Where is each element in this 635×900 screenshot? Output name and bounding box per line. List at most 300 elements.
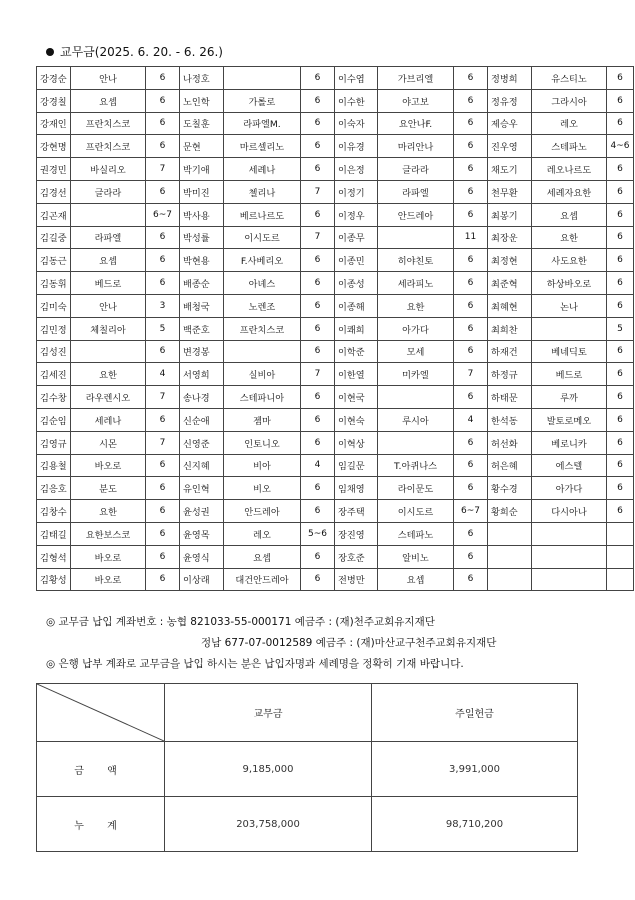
member-name: 김곤재 — [37, 203, 71, 226]
member-months: 6 — [301, 568, 335, 591]
member-baptismal-name: 인토니오 — [224, 431, 301, 454]
member-name: 배종순 — [180, 272, 224, 295]
member-baptismal-name: 사도요한 — [532, 249, 607, 272]
member-baptismal-name: 바실리오 — [71, 158, 146, 181]
member-months: 7 — [146, 386, 180, 409]
member-baptismal-name: 히야친토 — [378, 249, 454, 272]
member-months: 7 — [146, 158, 180, 181]
member-months: 6 — [301, 249, 335, 272]
member-name: 백준호 — [180, 317, 224, 340]
member-name: 이한열 — [335, 363, 378, 386]
member-baptismal-name: 레오나르도 — [532, 158, 607, 181]
member-name: 강경순 — [37, 67, 71, 90]
member-baptismal-name: 스테파노 — [378, 522, 454, 545]
member-name: 이종무 — [335, 226, 378, 249]
member-name: 박사용 — [180, 203, 224, 226]
member-baptismal-name: 베로니카 — [532, 431, 607, 454]
member-months: 6 — [607, 477, 634, 500]
member-baptismal-name: 라이문도 — [378, 477, 454, 500]
member-name: 장주택 — [335, 500, 378, 523]
member-months: 6~7 — [146, 203, 180, 226]
member-months: 6 — [454, 386, 488, 409]
member-months: 6 — [454, 180, 488, 203]
member-months: 6 — [607, 272, 634, 295]
roster-row — [37, 522, 634, 545]
member-months: 4 — [146, 363, 180, 386]
header-offering-dues: 교무금 — [165, 684, 372, 742]
member-baptismal-name: 프란치스코 — [71, 135, 146, 158]
member-name: 박현용 — [180, 249, 224, 272]
diagonal-header-cell — [37, 684, 165, 742]
member-months: 6 — [454, 340, 488, 363]
member-name: 강현명 — [37, 135, 71, 158]
member-name: 김미숙 — [37, 294, 71, 317]
member-name: 신영준 — [180, 431, 224, 454]
member-baptismal-name: 대건안드레아 — [224, 568, 301, 591]
member-baptismal-name: 요셉 — [378, 568, 454, 591]
member-name: 이상래 — [180, 568, 224, 591]
member-months: 6 — [146, 112, 180, 135]
member-baptismal-name: 안드레아 — [378, 203, 454, 226]
member-name: 천무환 — [488, 180, 532, 203]
member-baptismal-name: 젬마 — [224, 408, 301, 431]
member-months: 11 — [454, 226, 488, 249]
member-name: 제승우 — [488, 112, 532, 135]
member-baptismal-name: 다시아나 — [532, 500, 607, 523]
member-baptismal-name: 시몬 — [71, 431, 146, 454]
member-months: 6 — [301, 89, 335, 112]
member-months: 6 — [607, 363, 634, 386]
member-name: 김창수 — [37, 500, 71, 523]
member-months: 6 — [454, 522, 488, 545]
member-months: 6 — [454, 545, 488, 568]
member-months: 6 — [301, 545, 335, 568]
member-name — [488, 522, 532, 545]
member-months: 6 — [301, 431, 335, 454]
member-name: 허선화 — [488, 431, 532, 454]
member-months: 6 — [301, 386, 335, 409]
roster-row — [37, 340, 634, 363]
member-months: 6 — [607, 340, 634, 363]
member-months: 5 — [146, 317, 180, 340]
member-name: 허은혜 — [488, 454, 532, 477]
member-name: 최봉기 — [488, 203, 532, 226]
member-name: 강재인 — [37, 112, 71, 135]
member-name: 나정호 — [180, 67, 224, 90]
member-name: 이혁상 — [335, 431, 378, 454]
member-months: 6 — [301, 158, 335, 181]
member-months: 6 — [454, 477, 488, 500]
member-baptismal-name: T.아퀴나스 — [378, 454, 454, 477]
member-months: 5~6 — [301, 522, 335, 545]
header-sunday-collection: 주일헌금 — [372, 684, 578, 742]
member-name: 김수창 — [37, 386, 71, 409]
member-months — [607, 522, 634, 545]
member-name: 김응호 — [37, 477, 71, 500]
member-baptismal-name: 요안나F. — [378, 112, 454, 135]
member-months: 4~6 — [607, 135, 634, 158]
member-baptismal-name — [532, 568, 607, 591]
member-name: 이은정 — [335, 158, 378, 181]
roster-row — [37, 408, 634, 431]
member-baptismal-name: 가롤로 — [224, 89, 301, 112]
member-baptismal-name: 요셉 — [71, 89, 146, 112]
member-baptismal-name: 베드로 — [532, 363, 607, 386]
member-baptismal-name: 라파엘M. — [224, 112, 301, 135]
member-months: 7 — [301, 226, 335, 249]
roster-row — [37, 545, 634, 568]
member-baptismal-name — [378, 386, 454, 409]
member-months: 6 — [301, 135, 335, 158]
member-name: 이정기 — [335, 180, 378, 203]
member-baptismal-name: 요한 — [71, 363, 146, 386]
roster-row — [37, 249, 634, 272]
cumulative-offering-dues: 203,758,000 — [165, 797, 372, 852]
member-months: 6 — [607, 294, 634, 317]
member-months: 6 — [454, 135, 488, 158]
roster-row — [37, 294, 634, 317]
member-baptismal-name: 첼리나 — [224, 180, 301, 203]
member-name: 윤영식 — [180, 545, 224, 568]
member-months: 6 — [301, 408, 335, 431]
member-baptismal-name: 요셉 — [532, 203, 607, 226]
member-baptismal-name: 유스티노 — [532, 67, 607, 90]
member-name: 윤영목 — [180, 522, 224, 545]
member-months: 6 — [607, 180, 634, 203]
member-baptismal-name: 요한 — [378, 294, 454, 317]
member-baptismal-name: 미카엘 — [378, 363, 454, 386]
member-baptismal-name: 아가다 — [532, 477, 607, 500]
member-name: 최정현 — [488, 249, 532, 272]
roster-row — [37, 431, 634, 454]
member-months: 6 — [607, 67, 634, 90]
member-baptismal-name: 이시도르 — [378, 500, 454, 523]
member-baptismal-name — [532, 317, 607, 340]
member-months: 5 — [607, 317, 634, 340]
member-baptismal-name — [224, 340, 301, 363]
member-name: 신순애 — [180, 408, 224, 431]
member-months: 6 — [607, 89, 634, 112]
roster-row — [37, 317, 634, 340]
member-months: 6 — [146, 522, 180, 545]
member-name: 최장운 — [488, 226, 532, 249]
member-baptismal-name: 노렌조 — [224, 294, 301, 317]
member-name: 최희찬 — [488, 317, 532, 340]
member-name: 하정규 — [488, 363, 532, 386]
member-months: 6 — [454, 158, 488, 181]
member-months: 6 — [146, 249, 180, 272]
bullet-icon — [46, 48, 54, 56]
member-baptismal-name: 라파엘 — [71, 226, 146, 249]
member-baptismal-name: 안나 — [71, 294, 146, 317]
member-baptismal-name — [532, 522, 607, 545]
member-name: 김동근 — [37, 249, 71, 272]
member-name: 노인학 — [180, 89, 224, 112]
member-name: 한석동 — [488, 408, 532, 431]
member-name: 이현국 — [335, 386, 378, 409]
member-months: 7 — [301, 180, 335, 203]
member-baptismal-name: 야고보 — [378, 89, 454, 112]
roster-row — [37, 67, 634, 90]
member-baptismal-name: 그라시아 — [532, 89, 607, 112]
member-baptismal-name: 아가다 — [378, 317, 454, 340]
member-months: 6 — [454, 317, 488, 340]
roster-row — [37, 568, 634, 591]
roster-row — [37, 89, 634, 112]
cumulative-sunday-collection: 98,710,200 — [372, 797, 578, 852]
member-baptismal-name: 아녜스 — [224, 272, 301, 295]
member-name: 김황성 — [37, 568, 71, 591]
member-months: 3 — [146, 294, 180, 317]
member-months: 6 — [301, 112, 335, 135]
member-name: 도칠훈 — [180, 112, 224, 135]
member-months: 6 — [607, 226, 634, 249]
member-baptismal-name: 실비아 — [224, 363, 301, 386]
member-name: 최혜현 — [488, 294, 532, 317]
member-name: 이종민 — [335, 249, 378, 272]
member-months: 6 — [146, 568, 180, 591]
member-months: 6 — [607, 203, 634, 226]
member-months: 6 — [607, 500, 634, 523]
member-name: 임길문 — [335, 454, 378, 477]
member-months: 6 — [146, 226, 180, 249]
member-months: 6 — [607, 431, 634, 454]
roster-table — [36, 66, 634, 591]
member-months: 6 — [301, 317, 335, 340]
member-baptismal-name: 분도 — [71, 477, 146, 500]
member-months: 6 — [454, 203, 488, 226]
member-baptismal-name: 세례나 — [224, 158, 301, 181]
roster-row — [37, 363, 634, 386]
roster-row — [37, 112, 634, 135]
member-name: 윤성권 — [180, 500, 224, 523]
member-name: 권경민 — [37, 158, 71, 181]
member-baptismal-name: 바오로 — [71, 568, 146, 591]
member-months: 6 — [146, 500, 180, 523]
member-baptismal-name — [71, 340, 146, 363]
member-baptismal-name: 베르나르도 — [224, 203, 301, 226]
member-name: 김용철 — [37, 454, 71, 477]
roster-row — [37, 454, 634, 477]
member-months: 6 — [301, 500, 335, 523]
summary-table — [36, 683, 578, 852]
member-name: 박미진 — [180, 180, 224, 203]
member-months: 6 — [607, 158, 634, 181]
member-months: 6 — [454, 249, 488, 272]
member-name: 이쾌희 — [335, 317, 378, 340]
member-baptismal-name: 레오 — [224, 522, 301, 545]
member-name: 채도기 — [488, 158, 532, 181]
member-months: 6 — [454, 67, 488, 90]
member-months: 6 — [454, 568, 488, 591]
member-months — [607, 545, 634, 568]
member-baptismal-name: 레오 — [532, 112, 607, 135]
member-months: 6 — [301, 294, 335, 317]
member-name: 이종성 — [335, 272, 378, 295]
member-name: 정유정 — [488, 89, 532, 112]
roster-row — [37, 272, 634, 295]
member-name: 김동휘 — [37, 272, 71, 295]
member-baptismal-name: 이시도르 — [224, 226, 301, 249]
row-label-cumulative: 누 계 — [37, 797, 165, 852]
member-months: 6 — [146, 408, 180, 431]
member-name: 이학준 — [335, 340, 378, 363]
member-name: 하재건 — [488, 340, 532, 363]
member-baptismal-name: 바오로 — [71, 545, 146, 568]
member-name: 문현 — [180, 135, 224, 158]
roster-row — [37, 477, 634, 500]
member-months: 6 — [146, 340, 180, 363]
member-name: 김민정 — [37, 317, 71, 340]
member-months: 6 — [146, 545, 180, 568]
member-name: 전병만 — [335, 568, 378, 591]
member-baptismal-name: 프란치스코 — [71, 112, 146, 135]
member-name: 황희순 — [488, 500, 532, 523]
member-months: 6 — [607, 408, 634, 431]
member-months: 6 — [146, 89, 180, 112]
member-months: 4 — [301, 454, 335, 477]
member-name: 유인혁 — [180, 477, 224, 500]
member-baptismal-name: 모세 — [378, 340, 454, 363]
member-name: 김형석 — [37, 545, 71, 568]
member-name: 장진영 — [335, 522, 378, 545]
member-name: 김경선 — [37, 180, 71, 203]
member-name: 송나경 — [180, 386, 224, 409]
payment-notes — [46, 612, 496, 675]
member-baptismal-name: 에스텔 — [532, 454, 607, 477]
row-label-amount: 금 액 — [37, 742, 165, 797]
member-months: 7 — [454, 363, 488, 386]
member-baptismal-name: 하상바오로 — [532, 272, 607, 295]
member-baptismal-name: 가브리엘 — [378, 67, 454, 90]
member-name: 황수경 — [488, 477, 532, 500]
member-name: 변경봉 — [180, 340, 224, 363]
member-name: 김태길 — [37, 522, 71, 545]
member-name — [488, 545, 532, 568]
member-months: 6 — [301, 67, 335, 90]
member-baptismal-name: 세레나 — [71, 408, 146, 431]
member-baptismal-name: 마르셀리노 — [224, 135, 301, 158]
member-baptismal-name: 바오로 — [71, 454, 146, 477]
member-baptismal-name: 안드레아 — [224, 500, 301, 523]
member-months — [607, 568, 634, 591]
member-name — [488, 568, 532, 591]
member-baptismal-name: 체칠리아 — [71, 317, 146, 340]
member-months: 6 — [146, 477, 180, 500]
account-info-line-1: ◎ 교무금 납입 계좌번호 : 농협 821033-55-000171 예금주 : (재)천주교회유지재단 — [46, 616, 435, 628]
member-baptismal-name — [378, 431, 454, 454]
member-baptismal-name: 글라라 — [71, 180, 146, 203]
member-months: 6 — [301, 340, 335, 363]
member-baptismal-name: 비아 — [224, 454, 301, 477]
member-months: 6 — [454, 454, 488, 477]
member-months: 6 — [301, 477, 335, 500]
member-baptismal-name: 알비노 — [378, 545, 454, 568]
member-name: 김성진 — [37, 340, 71, 363]
member-baptismal-name: 세례자요한 — [532, 180, 607, 203]
member-months: 4 — [454, 408, 488, 431]
member-name: 이종해 — [335, 294, 378, 317]
roster-row — [37, 180, 634, 203]
member-baptismal-name: 요셉 — [224, 545, 301, 568]
member-months: 6~7 — [454, 500, 488, 523]
roster-row — [37, 386, 634, 409]
member-baptismal-name: 비오 — [224, 477, 301, 500]
section-heading — [46, 43, 223, 60]
roster-row — [37, 226, 634, 249]
member-name: 장호준 — [335, 545, 378, 568]
member-months: 7 — [301, 363, 335, 386]
member-baptismal-name — [224, 67, 301, 90]
member-baptismal-name: 안나 — [71, 67, 146, 90]
member-baptismal-name: 논나 — [532, 294, 607, 317]
account-info-line-2: 정남 677-07-0012589 예금주 : (재)마산교구천주교회유지재단 — [201, 637, 497, 649]
member-months: 6 — [301, 272, 335, 295]
member-name: 박기애 — [180, 158, 224, 181]
member-name: 이정우 — [335, 203, 378, 226]
roster-row — [37, 158, 634, 181]
member-months: 6 — [146, 67, 180, 90]
payment-instruction: ◎ 은행 납부 계좌로 교무금을 납입 하시는 분은 납입자명과 세례명을 정확히 기재 바랍니다. — [46, 658, 464, 670]
member-months: 6 — [454, 294, 488, 317]
member-baptismal-name — [378, 226, 454, 249]
roster-row — [37, 500, 634, 523]
member-name: 이유경 — [335, 135, 378, 158]
member-name: 김길중 — [37, 226, 71, 249]
member-baptismal-name: 라우렌시오 — [71, 386, 146, 409]
member-months: 6 — [146, 272, 180, 295]
member-name: 김순임 — [37, 408, 71, 431]
member-baptismal-name: 글라라 — [378, 158, 454, 181]
member-months: 6 — [607, 249, 634, 272]
member-name: 김영규 — [37, 431, 71, 454]
amount-sunday-collection: 3,991,000 — [372, 742, 578, 797]
member-baptismal-name: 스테파니아 — [224, 386, 301, 409]
member-name: 이현숙 — [335, 408, 378, 431]
member-name: 임채영 — [335, 477, 378, 500]
member-months: 6 — [454, 431, 488, 454]
amount-offering-dues: 9,185,000 — [165, 742, 372, 797]
member-baptismal-name: 세라피노 — [378, 272, 454, 295]
member-name: 하태문 — [488, 386, 532, 409]
diagonal-line — [37, 684, 164, 741]
member-baptismal-name — [532, 545, 607, 568]
member-name: 김세진 — [37, 363, 71, 386]
member-months: 7 — [146, 431, 180, 454]
member-name: 서영희 — [180, 363, 224, 386]
member-months: 6 — [301, 203, 335, 226]
member-name: 강경칠 — [37, 89, 71, 112]
member-name: 이숙자 — [335, 112, 378, 135]
member-baptismal-name: 라파엘 — [378, 180, 454, 203]
member-baptismal-name: 베네딕토 — [532, 340, 607, 363]
member-name: 이수한 — [335, 89, 378, 112]
member-baptismal-name: 요한보스코 — [71, 522, 146, 545]
member-baptismal-name: 루까 — [532, 386, 607, 409]
member-name: 정병희 — [488, 67, 532, 90]
member-name: 최준혁 — [488, 272, 532, 295]
member-months: 6 — [454, 89, 488, 112]
member-months: 6 — [146, 180, 180, 203]
member-name: 이수엽 — [335, 67, 378, 90]
member-baptismal-name: 스테파노 — [532, 135, 607, 158]
member-name: 박성률 — [180, 226, 224, 249]
member-baptismal-name: 발토로메오 — [532, 408, 607, 431]
member-baptismal-name: 요한 — [71, 500, 146, 523]
member-months: 6 — [146, 454, 180, 477]
member-baptismal-name: 루시아 — [378, 408, 454, 431]
member-months: 6 — [607, 454, 634, 477]
